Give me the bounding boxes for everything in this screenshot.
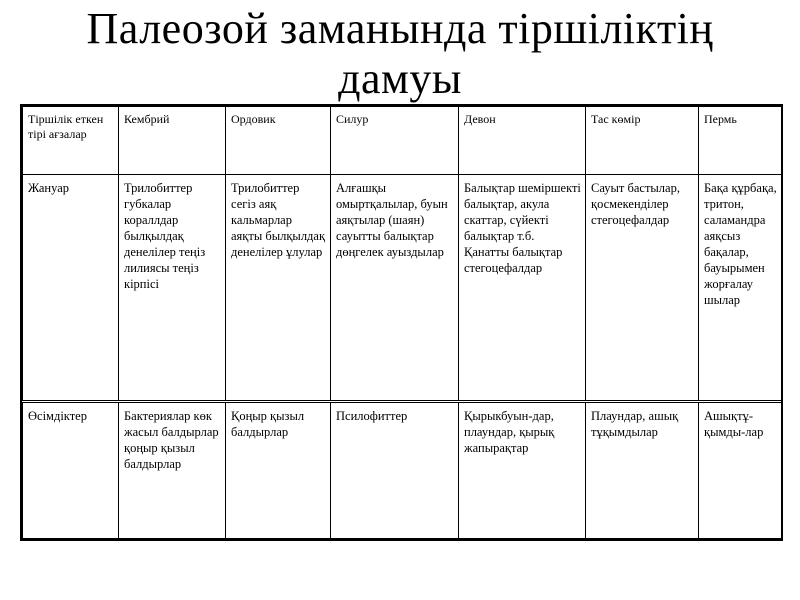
cell-animals-carboniferous: Сауыт бастылар, қосмекенділер стегоцефалдар bbox=[586, 175, 699, 402]
cell-plants-silurian: Псилофиттер bbox=[331, 402, 459, 539]
header-organisms: Тіршілік еткен тірі ағзалар bbox=[23, 107, 119, 175]
cell-plants-cambrian: Бактериялар көк жасыл балдырлар қоңыр қызыл балдырлар bbox=[119, 402, 226, 539]
cell-animals-cambrian: Трилобиттер губкалар кораллдар былқылдақ денелілер теңіз лилиясы теңіз кірпісі bbox=[119, 175, 226, 402]
row-label-plants: Өсімдіктер bbox=[23, 402, 119, 539]
header-carboniferous: Тас көмір bbox=[586, 107, 699, 175]
title-line-1: Палеозой заманында тіршіліктің bbox=[86, 4, 714, 53]
row-label-animals: Жануар bbox=[23, 175, 119, 402]
page-title bbox=[0, 4, 800, 104]
paleozoic-table bbox=[20, 104, 783, 541]
cell-plants-devonian: Қырыкбуын-дар, плаундар, қырық жапырақтар bbox=[459, 402, 586, 539]
cell-animals-devonian: Балықтар шеміршекті балықтар, акула скаттар, сүйекті балықтар т.б. Қанатты балықтар стегоцефалдар bbox=[459, 175, 586, 402]
cell-plants-permian: Ашықтұ-қымды-лар bbox=[699, 402, 782, 539]
header-ordovician: Ордовик bbox=[226, 107, 331, 175]
table-header-row bbox=[23, 107, 782, 175]
cell-animals-permian: Бақа құрбақа, тритон, саламандра аяқсыз бақалар, бауырымен жорғалау шылар bbox=[699, 175, 782, 402]
header-silurian: Силур bbox=[331, 107, 459, 175]
cell-plants-carboniferous: Плаундар, ашық тұқымдылар bbox=[586, 402, 699, 539]
header-devonian: Девон bbox=[459, 107, 586, 175]
header-permian: Пермь bbox=[699, 107, 782, 175]
data-table bbox=[22, 106, 782, 539]
title-line-2: дамуы bbox=[338, 54, 462, 103]
table-row-animals bbox=[23, 175, 782, 402]
cell-plants-ordovician: Қоңыр қызыл балдырлар bbox=[226, 402, 331, 539]
header-cambrian: Кембрий bbox=[119, 107, 226, 175]
table-row-plants bbox=[23, 402, 782, 539]
cell-animals-ordovician: Трилобиттер сегіз аяқ кальмарлар аяқты былқылдақ денелілер ұлулар bbox=[226, 175, 331, 402]
cell-animals-silurian: Алғашқы омыртқалылар, буын аяқтылар (шаян) сауытты балықтар дөңгелек ауыздылар bbox=[331, 175, 459, 402]
